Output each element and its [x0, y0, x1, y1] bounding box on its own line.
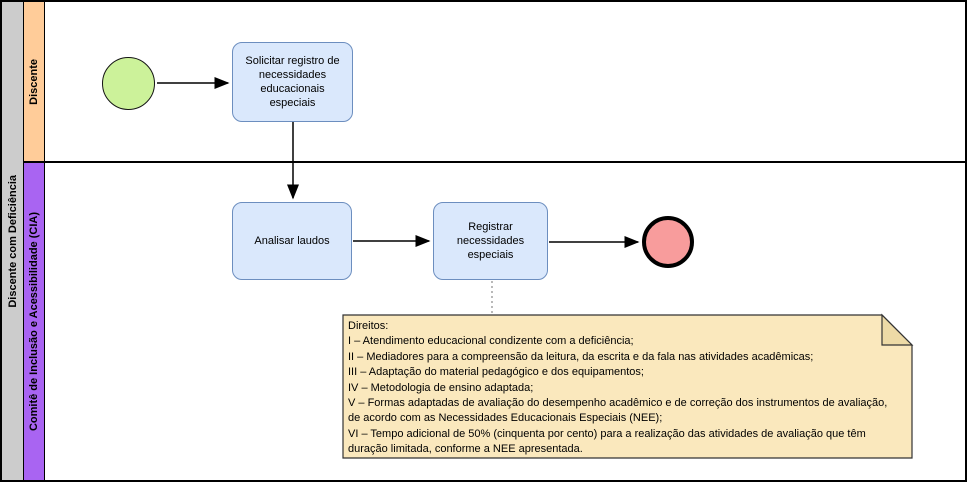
end-event	[642, 216, 694, 268]
lane-label-cia	[24, 163, 45, 480]
note-line: II – Mediadores para a compreensão da leitura, da escrita e da fala nas atividades acadêmicas;	[348, 350, 814, 363]
task-registrar-necessidades-label: Registrar necessidades especiais	[456, 221, 525, 261]
lane-label-discente	[24, 2, 45, 161]
annotation-note-text	[348, 319, 900, 458]
note-line: III – Adaptação do material pedagógico e dos equipamentos;	[348, 366, 644, 379]
task-analisar-laudos	[232, 202, 352, 280]
task-solicitar-registro	[232, 42, 353, 122]
note-line: Direitos:	[348, 320, 389, 332]
task-solicitar-registro-label: Solicitar registro de necessidades educacionais especiais	[245, 55, 340, 109]
pool-title: Discente com Deficiência	[6, 174, 19, 308]
note-line: VI – Tempo adicional de 50% (cinquenta por cento) para a realização das atividades de avaliação que têm duração limitada, conforme a NEE apresentada.	[348, 427, 866, 456]
task-analisar-laudos-label: Analisar laudos	[254, 235, 330, 247]
task-registrar-necessidades	[433, 202, 548, 280]
start-event	[102, 57, 155, 110]
lane-cia-title: Comitê de Inclusão e Acessibilidade (CIA)	[28, 211, 40, 432]
note-line: I – Atendimento educacional condizente com a deficiência;	[348, 335, 634, 348]
lane-divider	[24, 161, 965, 163]
note-line: IV – Metodologia de ensino adaptada;	[348, 381, 534, 394]
lane-discente-title: Discente	[28, 58, 40, 105]
note-line: V – Formas adaptadas de avaliação do desempenho acadêmico e de correção dos instrumentos de avaliação, de acordo com as Necessidades Educacionais Especiais (NEE);	[348, 397, 888, 425]
pool-header-bar	[2, 2, 24, 480]
